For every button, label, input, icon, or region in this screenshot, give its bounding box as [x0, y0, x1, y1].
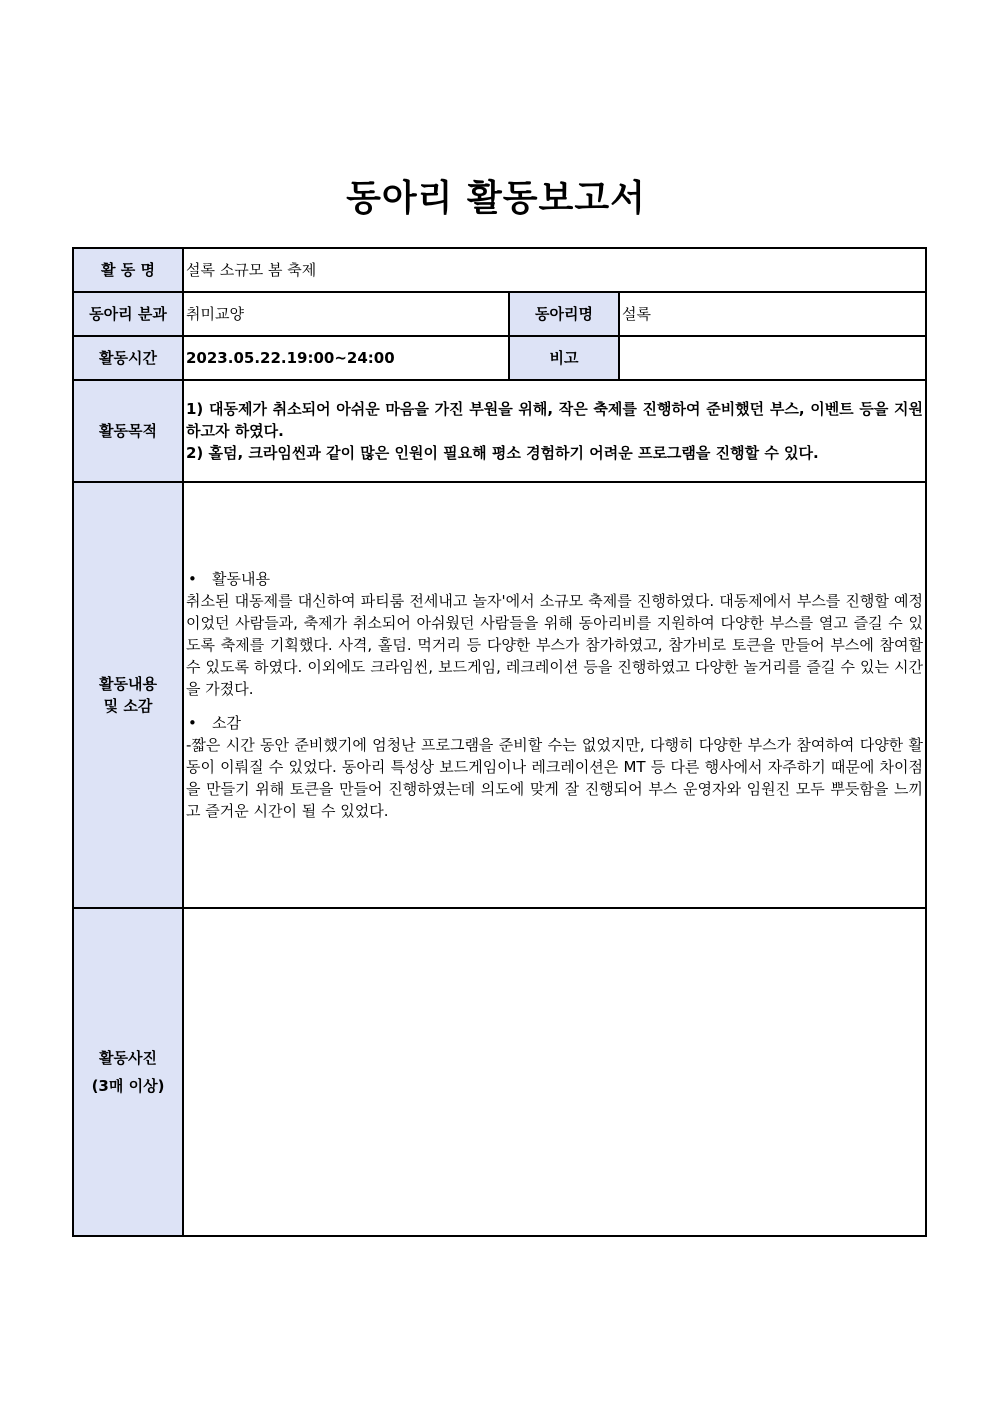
- section-activity-heading: [186, 568, 923, 590]
- label-content-line-2: 및 소감: [103, 697, 153, 715]
- row-content: [73, 482, 926, 908]
- label-photos-line-2: (3매 이상): [91, 1077, 165, 1095]
- document-title: 동아리 활동보고서: [346, 178, 646, 219]
- value-activity-time: 2023.05.22.19:00~24:00: [183, 336, 509, 380]
- value-club-name: 설록: [619, 292, 926, 336]
- bullet-icon: •: [188, 570, 197, 588]
- label-remarks: 비고: [509, 336, 619, 380]
- label-activity-name: 활 동 명: [73, 248, 183, 292]
- row-activity-name: [73, 248, 926, 292]
- label-photos: [73, 908, 183, 1236]
- label-activity-time: 활동시간: [73, 336, 183, 380]
- activity-report-table: [72, 247, 927, 1237]
- label-purpose: 활동목적: [73, 380, 183, 482]
- row-photos: [73, 908, 926, 1236]
- section-impression-heading: [186, 712, 923, 734]
- label-club-name: 동아리명: [509, 292, 619, 336]
- label-photos-line-1: 활동사진: [99, 1049, 157, 1067]
- photos-area: [183, 908, 926, 1236]
- purpose-line-1: 1) 대동제가 취소되어 아쉬운 마음을 가진 부원을 위해, 작은 축제를 진행하여 준비했던 부스, 이벤트 등을 지원하고자 하였다.: [186, 400, 924, 440]
- label-club-category: 동아리 분과: [73, 292, 183, 336]
- row-activity-time: [73, 336, 926, 380]
- section-impression-title: 소감: [212, 714, 241, 732]
- value-activity-name: 설록 소규모 봄 축제: [183, 248, 926, 292]
- row-purpose: [73, 380, 926, 482]
- section-impression-text: -짧은 시간 동안 준비했기에 엄청난 프로그램을 준비할 수는 없었지만, 다행히 다양한 부스가 참여하여 다양한 활동이 이뤄질 수 있었다. 동아리 특성상 보드게임이나 레크레이션은 MT 등 다른 행사에서 자주하기 때문에 차이점을 만들기 위해 토큰을 만들어 진행하였는데 의도에 맞게 잘 진행되어 부스 운영자와 임원진 모두 뿌듯함을 느끼고 즐거운 시간이 될 수 있었다.: [186, 736, 924, 820]
- section-activity-title: 활동내용: [212, 570, 270, 588]
- value-content: [183, 482, 926, 908]
- bullet-icon: •: [188, 714, 197, 732]
- row-club-info: [73, 292, 926, 336]
- section-activity-text: 취소된 대동제를 대신하여 파티룸 전세내고 놀자'에서 소규모 축제를 진행하였다. 대동제에서 부스를 진행할 예정이었던 사람들과, 축제가 취소되어 아쉬웠던 사람들을 위해 동아리비를 지원하여 다양한 부스를 열고 즐길 수 있도록 축제를 기획했다. 사격, 홀덤. 먹거리 등 다양한 부스가 참가하였고, 참가비로 토큰을 만들어 부스에 참여할 수 있도록 하였다. 이외에도 크라임씬, 보드게임, 레크레이션 등을 진행하였고 다양한 놀거리를 즐길 수 있는 시간을 가졌다.: [186, 592, 924, 698]
- value-remarks: [619, 336, 926, 380]
- purpose-line-2: 2) 홀덤, 크라임씬과 같이 많은 인원이 필요해 평소 경험하기 어려운 프로그램을 진행할 수 있다.: [186, 444, 819, 462]
- value-club-category: 취미교양: [183, 292, 509, 336]
- label-content: [73, 482, 183, 908]
- label-content-line-1: 활동내용: [99, 675, 157, 693]
- value-purpose: [183, 380, 926, 482]
